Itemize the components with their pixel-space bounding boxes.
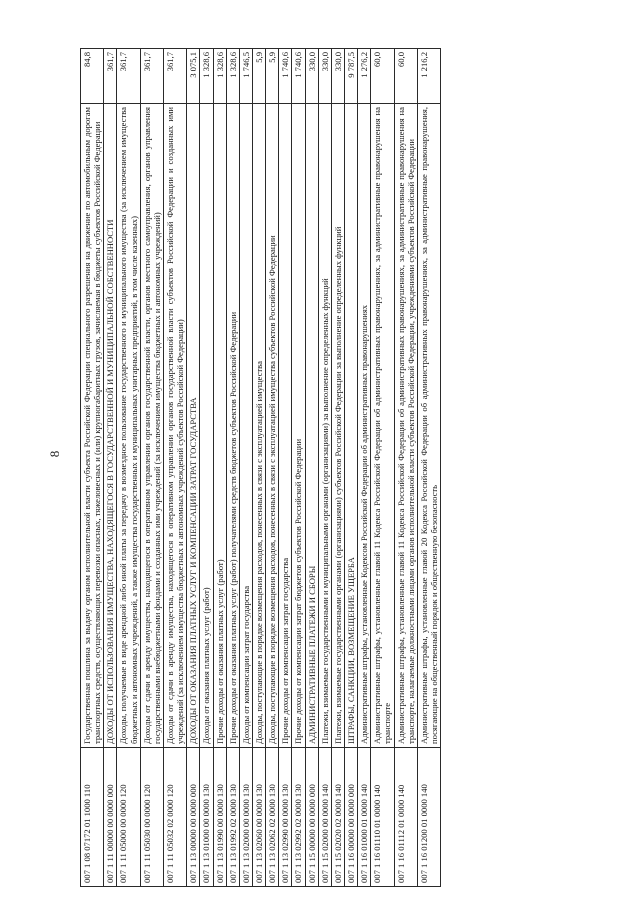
description-cell: Административные штрафы, установленные главой 11 Кодекса Российской Федерации об административных правонарушениях, за административные правонарушения на транспорте, налагаемые должностными лицами органов исполнительной власти субъектов Российской Федерации, учреждениями субъектов Российской Федерации bbox=[394, 104, 417, 748]
code-cell: 007 1 11 05000 00 0000 120 bbox=[117, 748, 140, 887]
description-cell: Административные штрафы, установленные главой 20 Кодекса Российской Федерации об административных правонарушениях, за административные правонарушения, посягающие на общественный порядок и общественную безопасность bbox=[417, 104, 440, 748]
table-row bbox=[213, 49, 226, 887]
amount-cell: 1 328,6 bbox=[213, 49, 226, 104]
table-row bbox=[187, 49, 200, 887]
table-row bbox=[331, 49, 344, 887]
amount-cell: 60,0 bbox=[394, 49, 417, 104]
table-row bbox=[163, 49, 186, 887]
amount-cell: 361,7 bbox=[163, 49, 186, 104]
code-cell: 007 1 16 01000 01 0000 140 bbox=[358, 748, 371, 887]
amount-cell: 1 216,2 bbox=[417, 49, 440, 104]
code-cell: 007 1 11 05030 00 0000 120 bbox=[140, 748, 163, 887]
code-cell: 007 1 15 00000 00 0000 000 bbox=[305, 748, 318, 887]
amount-cell: 330,0 bbox=[318, 49, 331, 104]
code-cell: 007 1 16 00000 00 0000 000 bbox=[344, 748, 357, 887]
amount-cell: 1 746,5 bbox=[239, 49, 252, 104]
table-row bbox=[239, 49, 252, 887]
code-cell: 007 1 13 02990 00 0000 130 bbox=[279, 748, 292, 887]
description-cell: Доходы, получаемые в виде арендной либо иной платы за передачу в возмездное пользование государственного и муниципального имущества (за исключением имущества бюджетных и автономных учреждений, а также имущества государственных и муниципальных унитарных предприятий, в том числе казенных) bbox=[117, 104, 140, 748]
description-cell: ШТРАФЫ, САНКЦИИ, ВОЗМЕЩЕНИЕ УЩЕРБА bbox=[344, 104, 357, 748]
description-cell: Государственная пошлина за выдачу органом исполнительной власти субъекта Российской Федерации специального разрешения на движение по автомобильным дорогам транспортных средств, осуществляющих перевозки опасных, тяжеловесных и (или) крупногабаритных грузов, зачисляемая в бюджеты субъектов Российской Федерации bbox=[81, 104, 104, 748]
code-cell: 007 1 13 02992 02 0000 130 bbox=[292, 748, 305, 887]
description-cell: Доходы от оказания платных услуг (работ) bbox=[200, 104, 213, 748]
code-cell: 007 1 13 02062 02 0000 130 bbox=[266, 748, 279, 887]
amount-cell: 1 740,6 bbox=[279, 49, 292, 104]
amount-cell: 5,9 bbox=[252, 49, 265, 104]
table-row bbox=[226, 49, 239, 887]
description-cell: Платежи, взимаемые государственными и муниципальными органами (организациями) за выполнение определенных функций bbox=[318, 104, 331, 748]
amount-cell: 361,7 bbox=[117, 49, 140, 104]
table-row bbox=[292, 49, 305, 887]
table-row bbox=[318, 49, 331, 887]
description-cell: Прочие доходы от компенсации затрат бюджетов субъектов Российской Федерации bbox=[292, 104, 305, 748]
code-cell: 007 1 16 01112 01 0000 140 bbox=[394, 748, 417, 887]
description-cell: Прочие доходы от оказания платных услуг (работ) получателями средств бюджетов субъектов Российской Федерации bbox=[226, 104, 239, 748]
description-cell: Доходы, поступающие в порядке возмещения расходов, понесенных в связи с эксплуатацией имущества bbox=[252, 104, 265, 748]
table-row bbox=[200, 49, 213, 887]
amount-cell: 60,0 bbox=[371, 49, 394, 104]
description-cell: Доходы от сдачи в аренду имущества, находящегося в оперативном управлении органов государственной власти, органов местного самоуправления, органов управления государственными внебюджетными фондами и созданных ими учреждений (за исключением имущества бюджетных и автономных учреждений) bbox=[140, 104, 163, 748]
description-cell: Прочие доходы от компенсации затрат государства bbox=[279, 104, 292, 748]
description-cell: Административные штрафы, установленные главой 11 Кодекса Российской Федерации об административных правонарушениях, за административные правонарушения на транспорте bbox=[371, 104, 394, 748]
code-cell: 007 1 13 01992 02 0000 130 bbox=[226, 748, 239, 887]
table-row bbox=[104, 49, 117, 887]
code-cell: 007 1 16 01200 01 0000 140 bbox=[417, 748, 440, 887]
amount-cell: 1 740,6 bbox=[292, 49, 305, 104]
table-row bbox=[266, 49, 279, 887]
table-row bbox=[252, 49, 265, 887]
description-cell: ДОХОДЫ ОТ ИСПОЛЬЗОВАНИЯ ИМУЩЕСТВА, НАХОДЯЩЕГОСЯ В ГОСУДАРСТВЕННОЙ И МУНИЦИПАЛЬНОЙ СОБСТВЕННОСТИ bbox=[104, 104, 117, 748]
code-cell: 007 1 13 01000 00 0000 130 bbox=[200, 748, 213, 887]
table-body bbox=[81, 49, 441, 887]
description-cell: Платежи, взимаемые государственными органами (организациями) субъектов Российской Федерации за выполнение определенных функций bbox=[331, 104, 344, 748]
amount-cell: 1 328,6 bbox=[200, 49, 213, 104]
code-cell: 007 1 13 01990 00 0000 130 bbox=[213, 748, 226, 887]
code-cell: 007 1 13 02000 00 0000 130 bbox=[239, 748, 252, 887]
description-cell: Доходы от сдачи в аренду имущества, находящегося в оперативном управлении органов государственной власти субъектов Российской Федерации и созданных ими учреждений (за исключением имущества бюджетных и автономных учреждений субъектов Российской Федерации) bbox=[163, 104, 186, 748]
amount-cell: 84,8 bbox=[81, 49, 104, 104]
table-row bbox=[140, 49, 163, 887]
description-cell: Доходы от компенсации затрат государства bbox=[239, 104, 252, 748]
code-cell: 007 1 15 02020 02 0000 140 bbox=[331, 748, 344, 887]
code-cell: 007 1 11 05032 02 0000 120 bbox=[163, 748, 186, 887]
description-cell: АДМИНИСТРАТИВНЫЕ ПЛАТЕЖИ И СБОРЫ bbox=[305, 104, 318, 748]
code-cell: 007 1 13 00000 00 0000 000 bbox=[187, 748, 200, 887]
code-cell: 007 1 13 02060 00 0000 130 bbox=[252, 748, 265, 887]
table-row bbox=[371, 49, 394, 887]
amount-cell: 1 328,6 bbox=[226, 49, 239, 104]
description-cell: Прочие доходы от оказания платных услуг (работ) bbox=[213, 104, 226, 748]
table-row bbox=[394, 49, 417, 887]
amount-cell: 3 075,1 bbox=[187, 49, 200, 104]
table-row bbox=[358, 49, 371, 887]
table-row bbox=[305, 49, 318, 887]
amount-cell: 5,9 bbox=[266, 49, 279, 104]
code-cell: 007 1 08 07172 01 1000 110 bbox=[81, 748, 104, 887]
table-row bbox=[279, 49, 292, 887]
amount-cell: 361,7 bbox=[140, 49, 163, 104]
table-row bbox=[117, 49, 140, 887]
code-cell: 007 1 16 01110 01 0000 140 bbox=[371, 748, 394, 887]
page-number: 8 bbox=[47, 450, 62, 458]
code-cell: 007 1 11 00000 00 0000 000 bbox=[104, 748, 117, 887]
description-cell: Доходы, поступающие в порядке возмещения расходов, понесенных в связи с эксплуатацией имущества субъектов Российской Федерации bbox=[266, 104, 279, 748]
table-row bbox=[344, 49, 357, 887]
budget-revenue-table bbox=[80, 48, 441, 887]
amount-cell: 361,7 bbox=[104, 49, 117, 104]
amount-cell: 330,0 bbox=[331, 49, 344, 104]
amount-cell: 9 787,5 bbox=[344, 49, 357, 104]
document-sheet bbox=[80, 48, 556, 887]
table-row bbox=[417, 49, 440, 887]
amount-cell: 330,0 bbox=[305, 49, 318, 104]
description-cell: ДОХОДЫ ОТ ОКАЗАНИЯ ПЛАТНЫХ УСЛУГ И КОМПЕНСАЦИИ ЗАТРАТ ГОСУДАРСТВА bbox=[187, 104, 200, 748]
table-row bbox=[81, 49, 104, 887]
description-cell: Административные штрафы, установленные Кодексом Российской Федерации об административных правонарушениях bbox=[358, 104, 371, 748]
amount-cell: 1 276,2 bbox=[358, 49, 371, 104]
code-cell: 007 1 15 02000 00 0000 140 bbox=[318, 748, 331, 887]
